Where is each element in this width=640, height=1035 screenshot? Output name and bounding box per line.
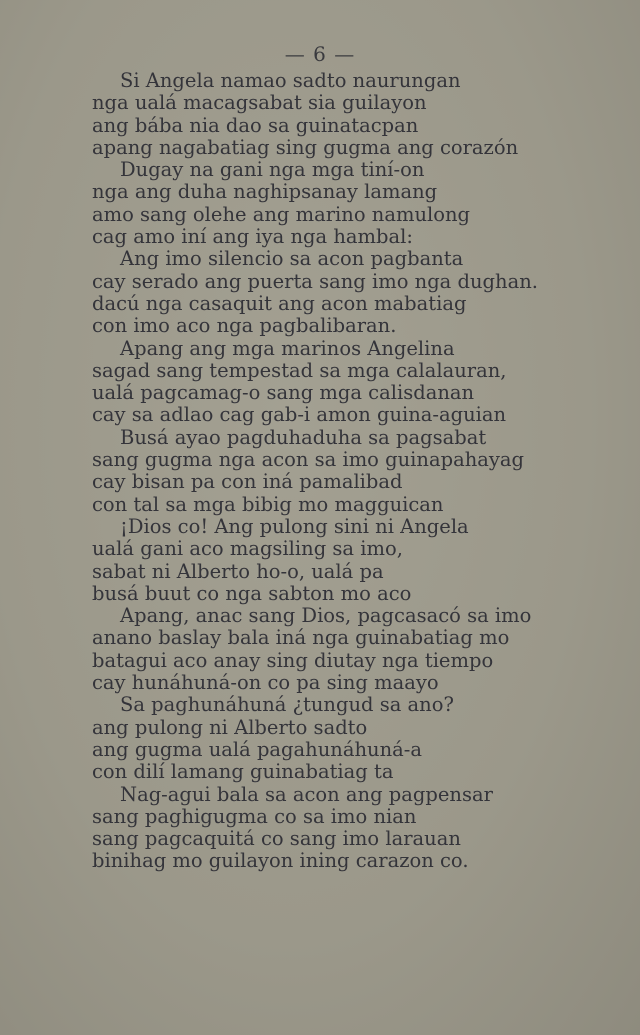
- text-line: ualá gani aco magsiling sa imo,: [92, 537, 403, 561]
- text-line: batagui aco anay sing diutay nga tiempo: [92, 648, 494, 672]
- text-line: busá buut co nga sabton mo aco: [92, 581, 412, 605]
- text-line: Ang imo silencio sa acon pagbanta: [120, 247, 464, 271]
- text-line: sang paghigugma co sa imo nian: [92, 804, 417, 828]
- text-line: Apang ang mga marinos Angelina: [120, 336, 455, 360]
- text-line: anano baslay bala iná nga guinabatiag mo: [92, 626, 510, 650]
- text-line: con tal sa mga bibig mo magguican: [92, 492, 444, 516]
- text-line: binihag mo guilayon ining carazon co.: [92, 849, 469, 873]
- text-line: cag amo iní ang iya nga hambal:: [92, 225, 413, 249]
- text-line: ¡Dios co! Ang pulong sini ni Angela: [120, 514, 469, 538]
- text-line: ualá pagcamag-o sang mga calisdanan: [92, 381, 475, 405]
- text-line: sang gugma nga acon sa imo guinapahayag: [92, 448, 524, 472]
- text-line: cay sa adlao cag gab-i amon guina-aguian: [92, 403, 507, 427]
- text-line: sang pagcaquitá co sang imo larauan: [92, 827, 461, 851]
- text-line: Si Angela namao sadto naurungan: [120, 69, 461, 92]
- text-line: ang gugma ualá pagahunáhuná-a: [92, 737, 422, 761]
- text-line: con dilí lamang guinabatiag ta: [92, 760, 394, 784]
- text-line: con imo aco nga pagbalibaran.: [92, 314, 397, 338]
- text-line: Dugay na gani nga mga tiní-on: [120, 158, 425, 182]
- text-line: Busá ayao pagduhaduha sa pagsabat: [120, 425, 487, 449]
- text-line: nga ang duha naghipsanay lamang: [92, 180, 438, 204]
- text-line: nga ualá macagsabat sia guilayon: [92, 91, 427, 115]
- text-line: cay hunáhuná-on co pa sing maayo: [92, 671, 439, 695]
- text-line: sabat ni Alberto ho-o, ualá pa: [92, 559, 384, 583]
- text-line: apang nagabatiag sing gugma ang corazón: [92, 135, 519, 159]
- text-line: cay serado ang puerta sang imo nga dughan.: [92, 269, 538, 293]
- text-line: cay bisan pa con iná pamalibad: [92, 470, 403, 494]
- text-line: Sa paghunáhuná ¿tungud sa ano?: [120, 693, 454, 717]
- poem-text: [92, 70, 582, 873]
- text-line: Nag-agui bala sa acon ang pagpensar: [120, 782, 493, 806]
- text-line: dacú nga casaquit ang acon mabatiag: [92, 291, 467, 315]
- text-line: ang bába nia dao sa guinatacpan: [92, 113, 419, 137]
- text-line: sagad sang tempestad sa mga calalauran,: [92, 358, 507, 382]
- text-line: Apang, anac sang Dios, pagcasacó sa imo: [120, 604, 532, 628]
- page-number: — 6 —: [284, 42, 356, 66]
- text-line: ang pulong ni Alberto sadto: [92, 715, 368, 739]
- text-line: amo sang olehe ang marino namulong: [92, 202, 471, 226]
